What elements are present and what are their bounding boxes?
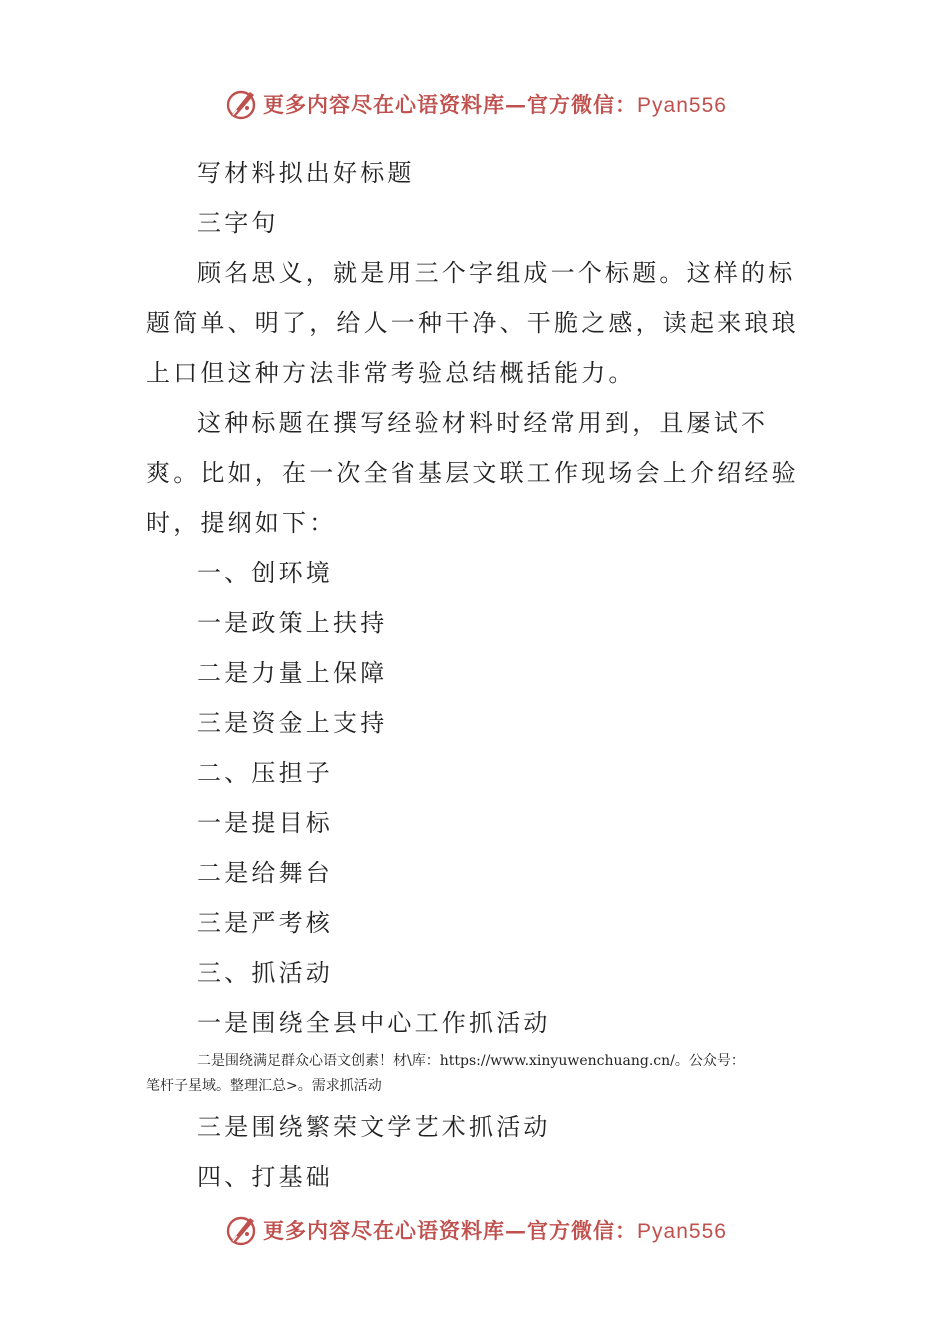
outline-item: 二、压担子 — [197, 759, 333, 787]
quill-pen-logo-icon — [223, 86, 259, 122]
outline-item: 二是给舞台 — [197, 859, 333, 887]
small-text-line-2: 笔杆子星域。整理汇总>。需求抓活动 — [146, 1078, 382, 1094]
outline-item: 三、抓活动 — [197, 959, 333, 987]
outline-item: 一是围绕全县中心工作抓活动 — [197, 1009, 551, 1037]
header-watermark-id: Pyan556 — [637, 94, 727, 117]
footer-watermark-text: 更多内容尽在心语资料库—官方微信： — [263, 1218, 638, 1243]
section-heading: 三字句 — [197, 209, 279, 237]
document-title: 写材料拟出好标题 — [197, 159, 415, 187]
outline-item: 二是力量上保障 — [197, 659, 388, 687]
footer-watermark-id: Pyan556 — [637, 1220, 727, 1243]
outline-item: 四、打基础 — [197, 1163, 333, 1191]
footer-watermark — [0, 1208, 950, 1252]
small-text-line-1: 二是围绕满足群众心语文创素！材\库：https://www.xinyuwenchuang.cn/。公众号： — [197, 1053, 745, 1069]
paragraph-1: 顾名思义，就是用三个字组成一个标题。这样的标题简单、明了，给人一种干净、干脆之感，读起来琅琅上口但这种方法非常考验总结概括能力。 — [146, 259, 799, 387]
outline-item: 三是围绕繁荣文学艺术抓活动 — [197, 1113, 551, 1141]
header-watermark-text: 更多内容尽在心语资料库—官方微信： — [263, 92, 638, 117]
inserted-small-text — [146, 1048, 808, 1102]
outline-item: 一、创环境 — [197, 559, 333, 587]
document-body — [146, 148, 808, 1202]
header-watermark — [0, 82, 950, 126]
outline-item: 三是严考核 — [197, 909, 333, 937]
outline-item: 一是提目标 — [197, 809, 333, 837]
quill-pen-logo-icon — [223, 1212, 259, 1248]
outline-item: 一是政策上扶持 — [197, 609, 388, 637]
paragraph-2: 这种标题在撰写经验材料时经常用到，且屡试不爽。比如，在一次全省基层文联工作现场会上介绍经验时，提纲如下： — [146, 409, 799, 537]
outline-item: 三是资金上支持 — [197, 709, 388, 737]
